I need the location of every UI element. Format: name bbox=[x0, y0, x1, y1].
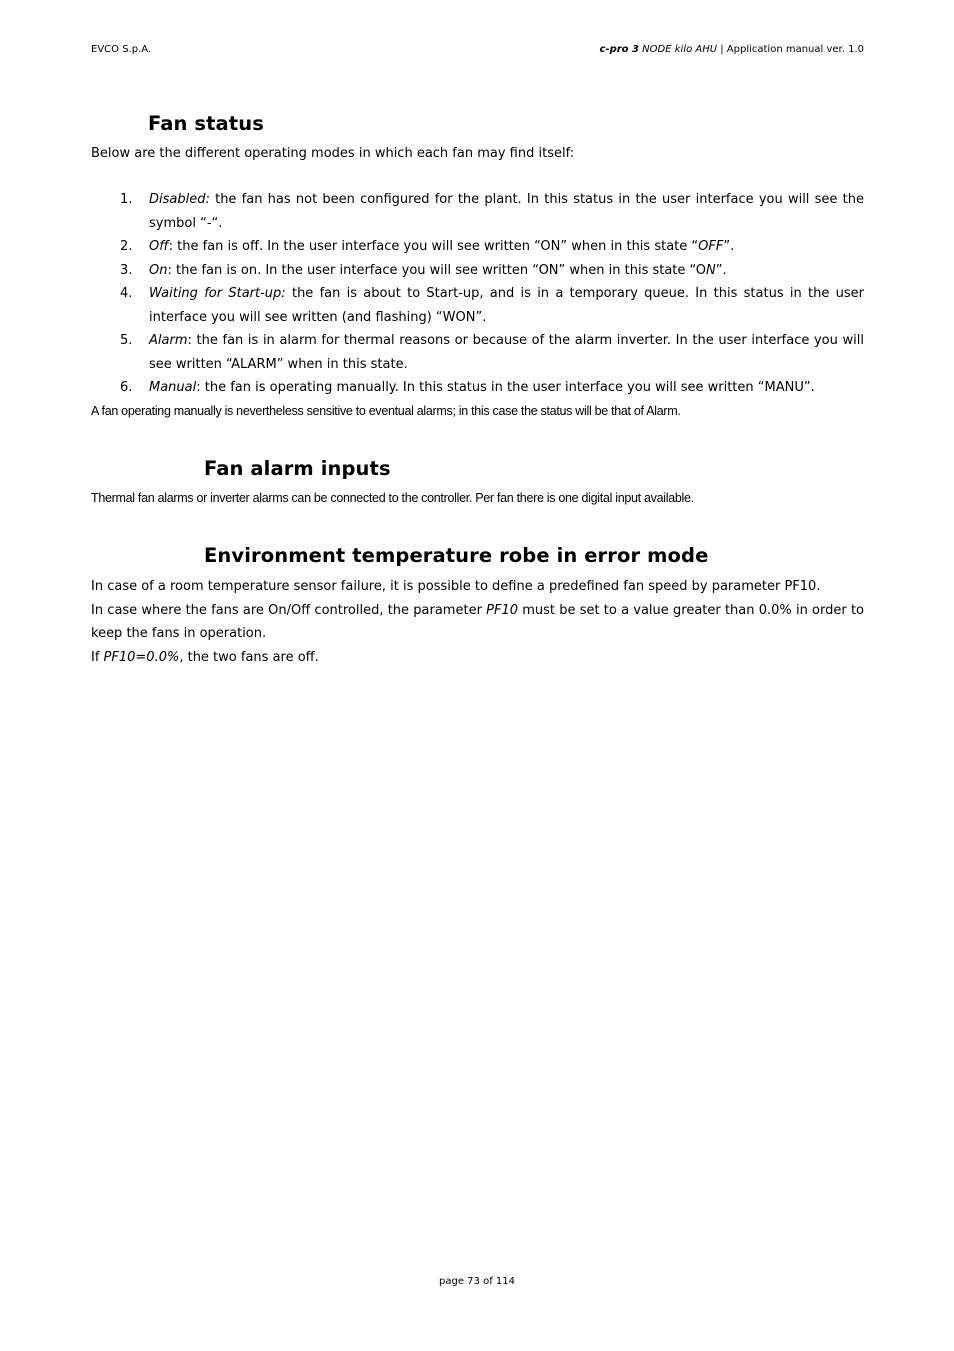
fan-alarm-heading: Fan alarm inputs bbox=[204, 457, 391, 480]
env-temp-p3: If PF10=0.0%, the two fans are off. bbox=[91, 649, 319, 665]
header-product: c-pro 3 bbox=[599, 44, 639, 55]
env-temp-p2: In case where the fans are On/Off controlled, the parameter PF10 must be set to a value greater than 0.0% in order to keep the fans in operation. bbox=[91, 602, 864, 641]
fan-status-heading: Fan status bbox=[148, 112, 264, 135]
list-item: 2. Off: the fan is off. In the user interface you will see written “ON” when in this state “OFF”. bbox=[120, 239, 735, 254]
list-item: 3. On: the fan is on. In the user interface you will see written “ON” when in this state “ON”. bbox=[120, 262, 727, 278]
env-temp-body bbox=[91, 575, 864, 669]
list-item: 5. Alarm: the fan is in alarm for thermal reasons or because of the alarm inverter. In the user interface you will see written “ALARM” when in this state. bbox=[120, 333, 864, 372]
header-model: NODE kilo AHU bbox=[642, 44, 718, 55]
list-item: 4. Waiting for Start-up: the fan is about to Start-up, and is in a temporary queue. In this status in the user interface you will see written (and flashing) “WON”. bbox=[120, 286, 864, 325]
header-company: EVCO S.p.A. bbox=[91, 44, 152, 55]
list-item: 1. Disabled: the fan has not been configured for the plant. In this status in the user interface you will see the symbol “-“. bbox=[120, 192, 864, 231]
fan-status-intro: Below are the different operating modes in which each fan may find itself: bbox=[91, 146, 575, 161]
fan-alarm-text: Thermal fan alarms or inverter alarms can be connected to the controller. Per fan there is one digital input available. bbox=[91, 491, 694, 505]
list-item: 6. Manual: the fan is operating manually. In this status in the user interface you will see written “MANU”. bbox=[120, 380, 815, 395]
fan-status-note: A fan operating manually is nevertheless sensitive to eventual alarms; in this case the status will be that of Alarm. bbox=[91, 404, 681, 418]
header-doc-title bbox=[600, 44, 865, 55]
page-number: page 73 of 114 bbox=[439, 1276, 515, 1287]
env-temp-heading: Environment temperature robe in error mode bbox=[204, 544, 709, 567]
fan-status-list bbox=[91, 188, 864, 400]
env-temp-p1: In case of a room temperature sensor failure, it is possible to define a predefined fan speed by parameter PF10. bbox=[91, 579, 821, 594]
header-doc: | Application manual ver. 1.0 bbox=[720, 44, 864, 55]
